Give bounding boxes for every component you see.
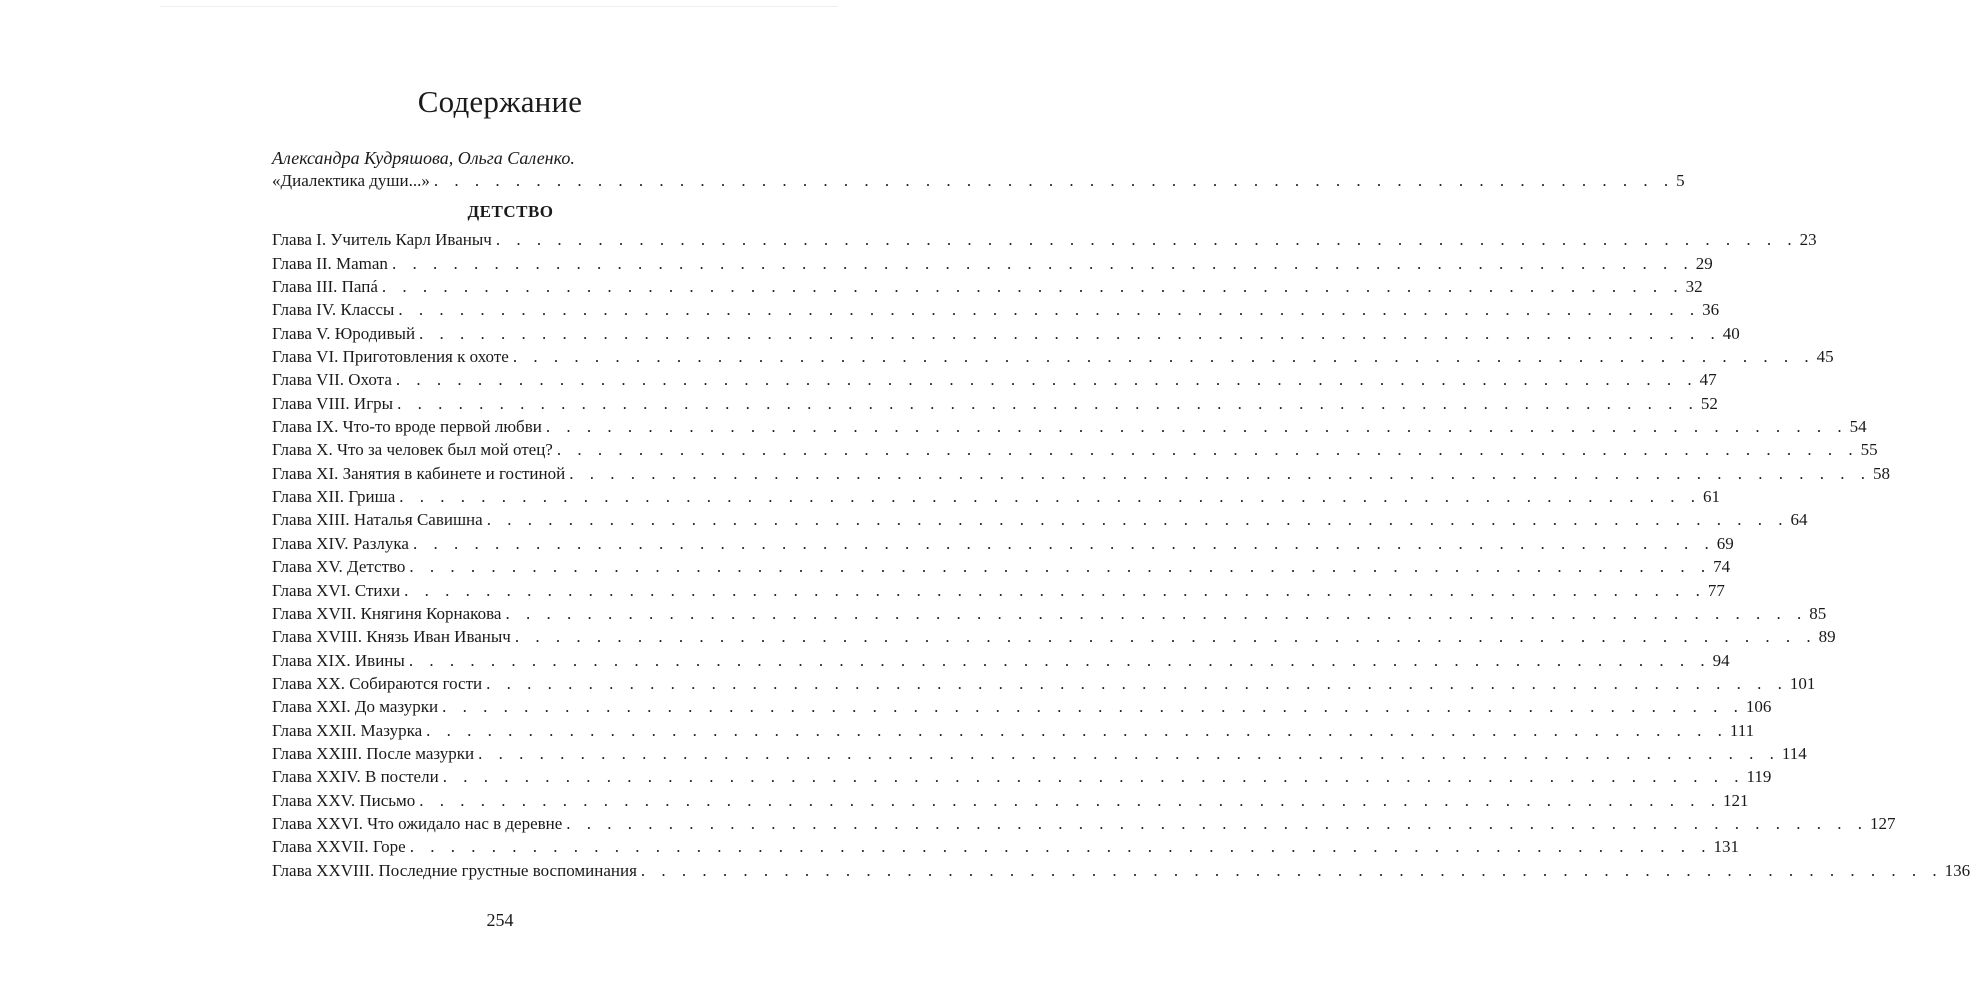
toc-entry[interactable] — [272, 275, 1703, 298]
toc-entry[interactable] — [272, 298, 1720, 321]
toc-entry-page: 136 — [1944, 860, 1970, 880]
toc-entry[interactable] — [272, 672, 1816, 695]
toc-entry[interactable] — [272, 859, 1970, 882]
toc-entry-page: 32 — [1685, 277, 1703, 297]
toc-entry-page: 45 — [1816, 347, 1834, 367]
toc-entry[interactable] — [272, 695, 1772, 718]
toc-entries — [272, 228, 1970, 882]
page-title: Содержание — [417, 84, 583, 119]
toc-entry-label: Глава VIII. Игры — [272, 393, 394, 413]
toc-entry-label: Глава XII. Гриша — [272, 487, 396, 507]
toc-entry[interactable] — [272, 532, 1734, 555]
toc-entry-page: 121 — [1723, 790, 1749, 810]
dot-leader: . . . . . . . . . . . . . . . . . . . . . . . . . . . . . . . . . . . . . . . . . . . . . . . . . . . . . . . . . . . . . . . . — [505, 603, 1808, 623]
page-top-edge — [160, 6, 838, 7]
toc-entry-label: Глава XXII. Мазурка — [272, 720, 423, 740]
dot-leader: . . . . . . . . . . . . . . . . . . . . . . . . . . . . . . . . . . . . . . . . . . . . . . . . . . . . . . . . . . . . . . . . — [398, 300, 1701, 320]
toc-entry[interactable] — [272, 392, 1718, 415]
toc-entry-label: Глава XXVIII. Последние грустные воспоминания — [272, 860, 637, 880]
toc-entry-label: Глава XXIII. После мазурки — [272, 743, 475, 763]
toc-entry[interactable] — [272, 649, 1730, 672]
toc-entry-page: 5 — [1676, 171, 1685, 190]
toc-entry-page: 119 — [1746, 767, 1772, 787]
page-number: 254 — [486, 910, 514, 930]
toc-entry[interactable] — [272, 252, 1713, 275]
toc-entry-label: Глава XVIII. Князь Иван Иваныч — [272, 627, 511, 647]
dot-leader: . . . . . . . . . . . . . . . . . . . . . . . . . . . . . . . . . . . . . . . . . . . . . . . . . . . . . . . . . . . . . . . . — [419, 323, 1721, 343]
toc-entry-page: 131 — [1713, 837, 1739, 857]
toc-entry[interactable] — [272, 555, 1731, 578]
toc-entry[interactable] — [272, 228, 1817, 251]
dot-leader: . . . . . . . . . . . . . . . . . . . . . . . . . . . . . . . . . . . . . . . . . . . . . . . . . . . . . . . . . . . . . — [433, 171, 1675, 190]
toc-entry-page: 64 — [1790, 510, 1808, 530]
toc-entry[interactable] — [272, 485, 1721, 508]
toc-entry-label: Глава XXIV. В постели — [272, 767, 439, 787]
toc-entry-label: Глава IV. Классы — [272, 300, 395, 320]
dot-leader: . . . . . . . . . . . . . . . . . . . . . . . . . . . . . . . . . . . . . . . . . . . . . . . . . . . . . . . . . . . . . . . . — [486, 510, 1789, 530]
toc-entry[interactable] — [272, 812, 1896, 835]
toc-entry-label: Глава XV. Детство — [272, 557, 406, 577]
intro-authors: Александра Кудряшова, Ольга Саленко. — [272, 148, 575, 168]
toc-entry-page: 111 — [1729, 720, 1755, 740]
toc-entry-label: Глава X. Что за человек был мой отец? — [272, 440, 553, 460]
toc-entry-page: 40 — [1722, 323, 1740, 343]
toc-entry-label: Глава XVI. Стихи — [272, 580, 401, 600]
dot-leader: . . . . . . . . . . . . . . . . . . . . . . . . . . . . . . . . . . . . . . . . . . . . . . . . . . . . . . . . . . . . . . . . — [495, 230, 1798, 250]
dot-leader: . . . . . . . . . . . . . . . . . . . . . . . . . . . . . . . . . . . . . . . . . . . . . . . . . . . . . . . . . . . . . . . . — [409, 557, 1712, 577]
toc-entry-label: Глава IX. Что-то вроде первой любви — [272, 417, 542, 437]
section-title: ДЕТСТВО — [467, 202, 554, 222]
toc-entry[interactable] — [272, 508, 1808, 531]
toc-entry-intro[interactable] — [272, 169, 1685, 192]
toc-entry-page: 114 — [1781, 743, 1807, 763]
toc-entry-label: Глава XXI. До мазурки — [272, 697, 439, 717]
toc-entry-page: 23 — [1799, 230, 1817, 250]
toc-entry[interactable] — [272, 415, 1867, 438]
dot-leader: . . . . . . . . . . . . . . . . . . . . . . . . . . . . . . . . . . . . . . . . . . . . . . . . . . . . . . . . . . . . . . . . — [391, 253, 1694, 273]
dot-leader: . . . . . . . . . . . . . . . . . . . . . . . . . . . . . . . . . . . . . . . . . . . . . . . . . . . . . . . . . . . . . . . . — [426, 720, 1728, 740]
dot-leader: . . . . . . . . . . . . . . . . . . . . . . . . . . . . . . . . . . . . . . . . . . . . . . . . . . . . . . . . . . . . . . . . — [566, 813, 1869, 833]
toc-entry[interactable] — [272, 368, 1717, 391]
dot-leader: . . . . . . . . . . . . . . . . . . . . . . . . . . . . . . . . . . . . . . . . . . . . . . . . . . . . . . . . . . . . . . . . — [442, 697, 1744, 717]
dot-leader: . . . . . . . . . . . . . . . . . . . . . . . . . . . . . . . . . . . . . . . . . . . . . . . . . . . . . . . . . . . . . . . . — [569, 463, 1871, 483]
toc-entry-label: Глава II. Maman — [272, 253, 388, 273]
toc-entry[interactable] — [272, 742, 1807, 765]
dot-leader: . . . . . . . . . . . . . . . . . . . . . . . . . . . . . . . . . . . . . . . . . . . . . . . . . . . . . . . . . . . . . . . . — [442, 767, 1745, 787]
toc-entry[interactable] — [272, 765, 1772, 788]
dot-leader: . . . . . . . . . . . . . . . . . . . . . . . . . . . . . . . . . . . . . . . . . . . . . . . . . . . . . . . . . . . . . . . . — [395, 370, 1698, 390]
dot-leader: . . . . . . . . . . . . . . . . . . . . . . . . . . . . . . . . . . . . . . . . . . . . . . . . . . . . . . . . . . . . . . . . — [545, 417, 1848, 437]
toc-entry-page: 36 — [1702, 300, 1720, 320]
toc-entry-page: 29 — [1695, 253, 1713, 273]
toc-entry[interactable] — [272, 462, 1890, 485]
toc-entry-label: Глава XVII. Княгиня Корнакова — [272, 603, 502, 623]
toc-entry-page: 61 — [1703, 487, 1721, 507]
toc-entry-page: 77 — [1707, 580, 1725, 600]
toc-entry-page: 52 — [1700, 393, 1718, 413]
toc-entry-page: 58 — [1872, 463, 1890, 483]
table-of-contents — [272, 147, 1970, 882]
dot-leader: . . . . . . . . . . . . . . . . . . . . . . . . . . . . . . . . . . . . . . . . . . . . . . . . . . . . . . . . . . . . . . . . — [486, 673, 1788, 693]
toc-entry-label: Глава XIII. Наталья Савишна — [272, 510, 483, 530]
toc-entry[interactable] — [272, 579, 1725, 602]
toc-entry-label: Глава XIV. Разлука — [272, 533, 409, 553]
toc-entry-label: «Диалектика души...» — [272, 171, 430, 190]
dot-leader: . . . . . . . . . . . . . . . . . . . . . . . . . . . . . . . . . . . . . . . . . . . . . . . . . . . . . . . . . . . . . . . . — [556, 440, 1859, 460]
dot-leader: . . . . . . . . . . . . . . . . . . . . . . . . . . . . . . . . . . . . . . . . . . . . . . . . . . . . . . . . . . . . . . . . — [399, 487, 1702, 507]
toc-entry-page: 69 — [1716, 533, 1734, 553]
toc-entry-label: Глава XIX. Ивины — [272, 650, 405, 670]
toc-entry-page: 89 — [1818, 627, 1836, 647]
toc-entry-page: 101 — [1789, 673, 1816, 693]
toc-entry[interactable] — [272, 625, 1836, 648]
dot-leader: . . . . . . . . . . . . . . . . . . . . . . . . . . . . . . . . . . . . . . . . . . . . . . . . . . . . . . . . . . . . . . . . — [408, 650, 1711, 670]
dot-leader: . . . . . . . . . . . . . . . . . . . . . . . . . . . . . . . . . . . . . . . . . . . . . . . . . . . . . . . . . . . . . . . . — [512, 347, 1815, 367]
toc-entry-label: Глава XI. Занятия в кабинете и гостиной — [272, 463, 566, 483]
toc-entry[interactable] — [272, 835, 1739, 858]
toc-entry[interactable] — [272, 789, 1749, 812]
toc-entry-page: 106 — [1745, 697, 1772, 717]
toc-entry-label: Глава VI. Приготовления к охоте — [272, 347, 509, 367]
dot-leader: . . . . . . . . . . . . . . . . . . . . . . . . . . . . . . . . . . . . . . . . . . . . . . . . . . . . . . . . . . . . . . . . — [412, 533, 1715, 553]
dot-leader: . . . . . . . . . . . . . . . . . . . . . . . . . . . . . . . . . . . . . . . . . . . . . . . . . . . . . . . . . . . . . . . . — [419, 790, 1721, 810]
toc-entry[interactable] — [272, 345, 1834, 368]
toc-entry[interactable] — [272, 438, 1878, 461]
toc-entry-page: 85 — [1809, 603, 1827, 623]
toc-entry-page: 74 — [1713, 557, 1731, 577]
toc-entry-label: Глава XXVII. Горе — [272, 837, 406, 857]
dot-leader: . . . . . . . . . . . . . . . . . . . . . . . . . . . . . . . . . . . . . . . . . . . . . . . . . . . . . . . . . . . . . . . . — [640, 860, 1943, 880]
toc-entry-page: 94 — [1712, 650, 1730, 670]
toc-entry[interactable] — [272, 602, 1827, 625]
dot-leader: . . . . . . . . . . . . . . . . . . . . . . . . . . . . . . . . . . . . . . . . . . . . . . . . . . . . . . . . . . . . . . . . — [409, 837, 1712, 857]
toc-entry-label: Глава XX. Собираются гости — [272, 673, 483, 693]
toc-entry-label: Глава I. Учитель Карл Иваныч — [272, 230, 492, 250]
toc-entry-page: 47 — [1699, 370, 1717, 390]
dot-leader: . . . . . . . . . . . . . . . . . . . . . . . . . . . . . . . . . . . . . . . . . . . . . . . . . . . . . . . . . . . . . . . . — [397, 393, 1699, 413]
toc-entry[interactable] — [272, 719, 1755, 742]
toc-entry-label: Глава XXVI. Что ожидало нас в деревне — [272, 813, 563, 833]
toc-entry-page: 54 — [1849, 417, 1867, 437]
toc-entry-page: 55 — [1860, 440, 1878, 460]
toc-entry-label: Глава III. Папá — [272, 277, 378, 297]
toc-entry[interactable] — [272, 322, 1740, 345]
toc-entry-label: Глава XXV. Письмо — [272, 790, 416, 810]
toc-entry-page: 127 — [1870, 813, 1896, 833]
dot-leader: . . . . . . . . . . . . . . . . . . . . . . . . . . . . . . . . . . . . . . . . . . . . . . . . . . . . . . . . . . . . . . . . — [404, 580, 1706, 600]
dot-leader: . . . . . . . . . . . . . . . . . . . . . . . . . . . . . . . . . . . . . . . . . . . . . . . . . . . . . . . . . . . . . . . . — [381, 277, 1684, 297]
toc-entry-label: Глава VII. Охота — [272, 370, 392, 390]
dot-leader: . . . . . . . . . . . . . . . . . . . . . . . . . . . . . . . . . . . . . . . . . . . . . . . . . . . . . . . . . . . . . . . . — [514, 627, 1817, 647]
toc-entry-label: Глава V. Юродивый — [272, 323, 416, 343]
dot-leader: . . . . . . . . . . . . . . . . . . . . . . . . . . . . . . . . . . . . . . . . . . . . . . . . . . . . . . . . . . . . . . . . — [478, 743, 1780, 763]
